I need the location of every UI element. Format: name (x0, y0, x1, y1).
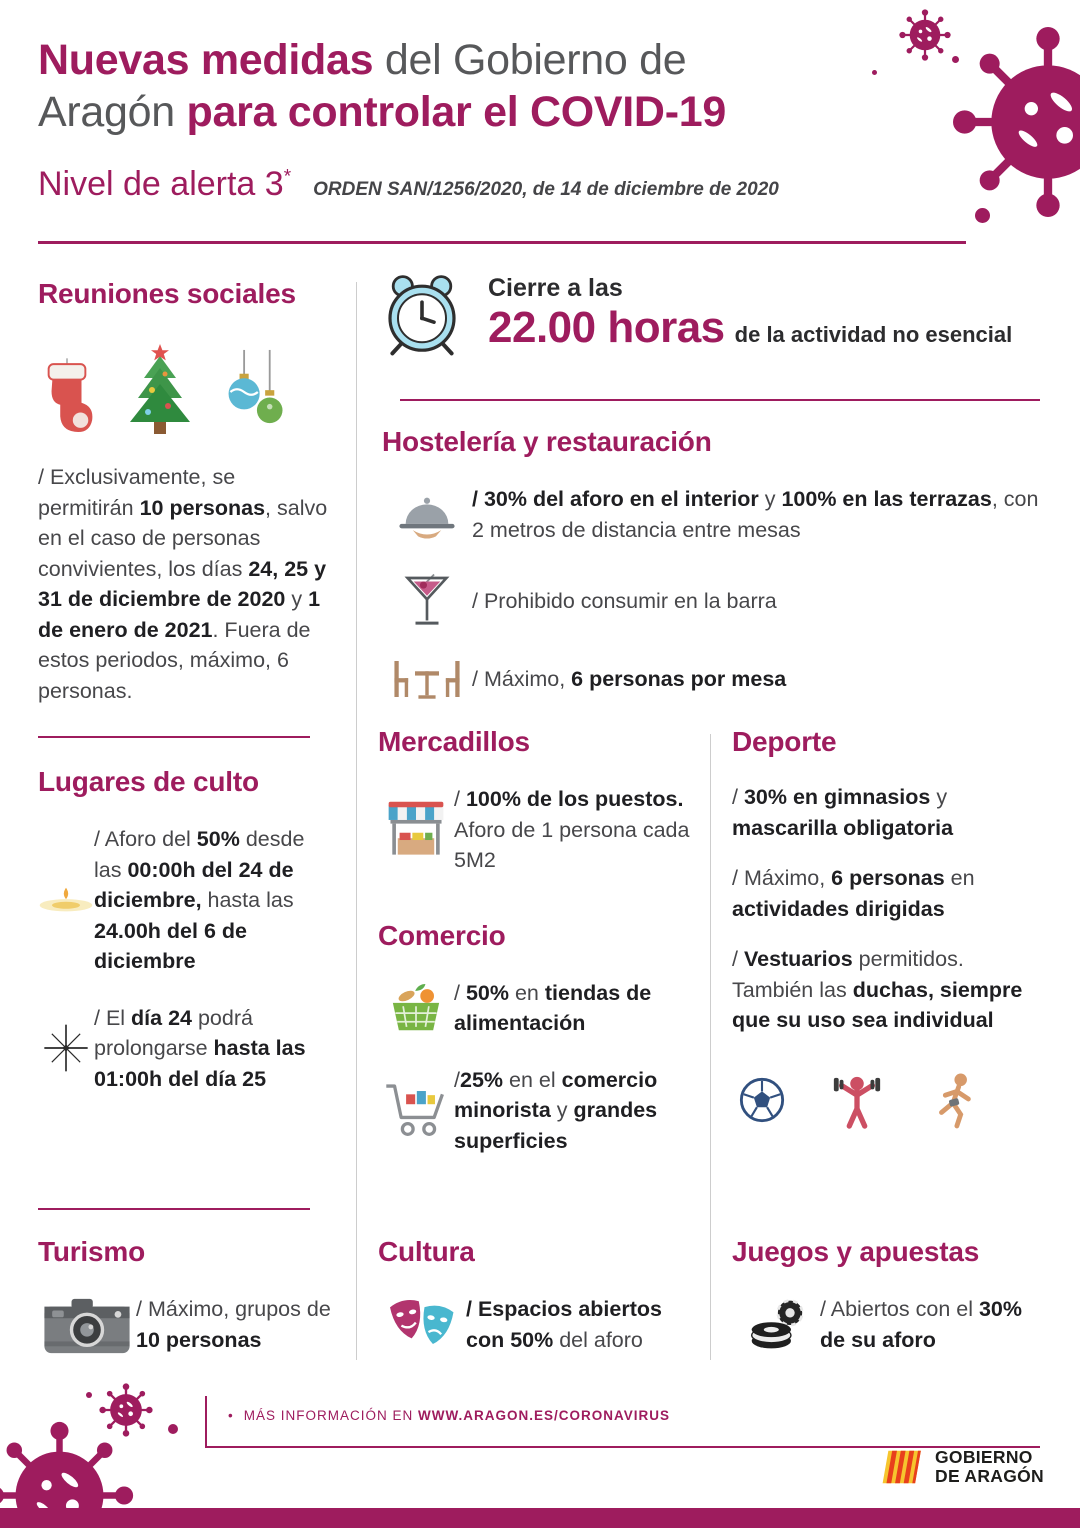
divider (400, 399, 1040, 401)
title-highlight-2: para controlar el COVID-19 (186, 88, 726, 137)
alert-level (38, 165, 291, 204)
icon-column (378, 1080, 454, 1140)
column-divider (710, 734, 711, 1360)
hosteleria-item-mesa (382, 657, 1040, 701)
curfew-tail: de la actividad no esencial (734, 322, 1013, 347)
title-text-2: Aragón (38, 88, 187, 137)
theater-masks-icon (388, 1296, 456, 1354)
turismo-text: / Máximo, grupos de 10 personas (136, 1297, 331, 1352)
decorative-dot (952, 56, 959, 63)
header-divider (38, 241, 966, 244)
icon-column (38, 1023, 94, 1073)
christmas-icons (38, 332, 332, 438)
hosteleria-text-3: / Máximo, 6 personas por mesa (472, 666, 787, 691)
middle-column (378, 726, 690, 1156)
hosteleria-item-barra (382, 571, 1040, 631)
icon-column (378, 799, 454, 861)
curfew-banner (382, 272, 1040, 358)
section-juegos-apuestas (732, 1236, 1042, 1355)
cultura-text: / Espacios abiertos con 50% del aforo (466, 1297, 662, 1352)
lugares-item-aforo (38, 824, 332, 977)
column-divider (356, 282, 357, 1360)
info-url-link[interactable]: WWW.ARAGON.ES/CORONAVIRUS (418, 1408, 670, 1423)
icon-column (38, 880, 94, 920)
decorative-dot (86, 1392, 92, 1398)
mercadillos-text: / 100% de los puestos. Aforo de 1 persona cada 5M2 (454, 787, 690, 873)
hosteleria-text-1: / 30% del aforo en el interior y 100% en las terrazas, con 2 metros de distancia entre mesas (472, 487, 1039, 542)
logo-text (935, 1448, 1044, 1487)
virus-icon (948, 22, 1080, 222)
serving-dish-icon (395, 491, 459, 539)
market-stall-icon (385, 799, 447, 861)
section-reuniones-sociales (38, 278, 332, 1094)
divider (38, 736, 310, 738)
heading-deporte: Deporte (732, 726, 837, 757)
mercadillos-item (378, 784, 690, 876)
running-icon (928, 1070, 978, 1130)
alert-row (38, 165, 918, 204)
icon-column (732, 1297, 820, 1353)
juegos-text: / Abiertos con el 30% de su aforo (820, 1297, 1022, 1352)
alert-footnote-mark: * (283, 166, 292, 188)
juegos-item (732, 1294, 1042, 1355)
decorative-dot (975, 208, 990, 223)
deporte-text-1: / 30% en gimnasios y mascarilla obligatoria (732, 785, 954, 840)
page-title (38, 34, 918, 139)
comercio-item-alimentacion (378, 978, 690, 1039)
icon-column (378, 981, 454, 1035)
poker-chips-icon (747, 1297, 805, 1353)
heading-cultura: Cultura (378, 1236, 475, 1267)
christmas-baubles-icon (224, 346, 288, 438)
lugares-text-1: / Aforo del 50% desde las 00:00h del 24 de diciembre, hasta las 24.00h del 6 de diciembre (94, 827, 305, 974)
section-turismo (38, 1236, 338, 1355)
footer-info (228, 1408, 670, 1423)
heading-mercadillos: Mercadillos (378, 726, 530, 757)
turismo-item (38, 1294, 338, 1355)
section-hosteleria (382, 426, 1040, 701)
gobierno-aragon-logo (882, 1448, 1044, 1487)
christmas-tree-icon (120, 342, 200, 438)
more-info-label: MÁS INFORMACIÓN EN (243, 1408, 418, 1423)
heading-hosteleria: Hostelería y restauración (382, 426, 712, 457)
section-cultura (378, 1236, 690, 1355)
title-line-1 (38, 34, 918, 86)
icon-column (382, 571, 472, 631)
deporte-text-3: / Vestuarios permitidos. También las duchas, siempre que su uso sea individual (732, 947, 1023, 1033)
bottom-bar (0, 1508, 1080, 1528)
hosteleria-item-aforo (382, 484, 1040, 545)
table-chairs-icon (391, 657, 463, 701)
shopping-cart-icon (383, 1080, 449, 1140)
logo-line-1: GOBIERNO (935, 1447, 1033, 1467)
title-line-2 (38, 86, 918, 138)
grocery-basket-icon (386, 981, 446, 1035)
section-deporte (732, 726, 1044, 1130)
reuniones-text: / Exclusivamente, se permitirán 10 personas, salvo en el caso de personas convivientes, los días 24, 25 y 31 de diciembre de 2020 y 1 de enero de 2021. Fuera de estos periodos, máximo, 6 personas. (38, 465, 328, 703)
decorative-dot (872, 70, 877, 75)
heading-lugares-de-culto: Lugares de culto (38, 766, 259, 798)
comercio-text-2: /25% en el comercio minorista y grandes superficies (454, 1067, 658, 1153)
alert-level-text: Nivel de alerta 3 (38, 164, 284, 203)
cocktail-icon (404, 571, 450, 631)
cultura-item (378, 1294, 690, 1355)
sport-icons (732, 1070, 1044, 1130)
divider (38, 1208, 310, 1210)
header (38, 34, 918, 204)
decorative-dot (168, 1424, 178, 1434)
aragon-flag-icon (882, 1448, 926, 1486)
alarm-clock-icon (382, 272, 462, 358)
heading-comercio: Comercio (378, 919, 506, 951)
bullet: • (228, 1408, 234, 1423)
heading-turismo: Turismo (38, 1236, 145, 1267)
soccer-ball-icon (738, 1076, 786, 1124)
hosteleria-text-2: / Prohibido consumir en la barra (472, 588, 777, 613)
weightlifting-icon (830, 1070, 884, 1130)
logo-line-2: DE ARAGÓN (935, 1466, 1044, 1487)
comercio-item-minorista (378, 1065, 690, 1157)
lugares-text-2: / El día 24 podrá prolongarse hasta las 01:00h del día 25 (94, 1005, 306, 1091)
heading-reuniones-sociales: Reuniones sociales (38, 278, 296, 309)
title-highlight-1: Nuevas medidas (38, 36, 374, 84)
title-text-1: del Gobierno de (373, 36, 687, 84)
heading-juegos-apuestas: Juegos y apuestas (732, 1236, 980, 1267)
icon-column (382, 491, 472, 539)
sparkle-star-icon (41, 1023, 91, 1073)
icon-column (38, 1295, 136, 1355)
comercio-text-1: / 50% en tiendas de alimentación (454, 980, 652, 1036)
icon-column (382, 657, 472, 701)
candle-glow-icon (38, 880, 94, 920)
christmas-stocking-icon (38, 356, 96, 438)
curfew-lead: Cierre a las (488, 274, 623, 302)
order-reference: ORDEN SAN/1256/2020, de 14 de diciembre de 2020 (313, 178, 779, 200)
curfew-text (488, 272, 1012, 353)
footer-divider-vertical (205, 1396, 207, 1448)
virus-icon (898, 8, 952, 62)
curfew-time: 22.00 horas (488, 303, 725, 352)
camera-icon (42, 1295, 132, 1355)
icon-column (378, 1296, 466, 1354)
curfew-time-row (488, 303, 1012, 353)
lugares-item-dia24 (38, 1003, 332, 1095)
deporte-text-2: / Máximo, 6 personas en actividades dirigidas (732, 866, 975, 921)
